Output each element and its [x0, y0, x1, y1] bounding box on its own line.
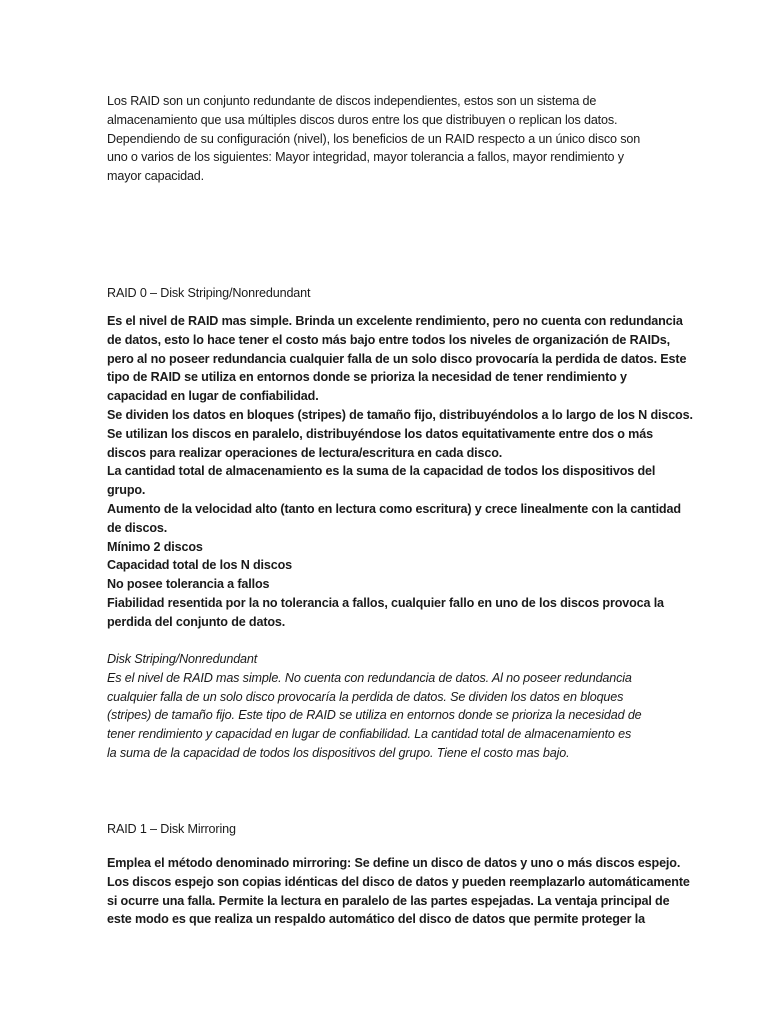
- raid0-body-line: No posee tolerancia a fallos: [107, 577, 270, 592]
- raid0-body-line: Aumento de la velocidad alto (tanto en lectura como escritura) y crece linealmente con la cantidad: [107, 501, 681, 516]
- raid0-body-line: La cantidad total de almacenamiento es la suma de la capacidad de todos los dispositivos del: [107, 464, 656, 479]
- raid0-italic-line: tener rendimiento y capacidad en lugar de confiabilidad. La cantidad total de almacenamiento es: [107, 727, 632, 742]
- raid0-body-line: pero al no poseer redundancia cualquier falla de un solo disco provocaría la perdida de datos. Este: [107, 351, 687, 366]
- raid0-italic-line: cualquier falla de un solo disco provocaría la perdida de datos. Se dividen los datos en bloques: [107, 689, 624, 704]
- intro-line: mayor capacidad.: [107, 169, 205, 184]
- raid1-body-line: este modo es que realiza un respaldo automático del disco de datos que permite proteger la: [107, 912, 645, 927]
- intro-line: almacenamiento que usa múltiples discos duros entre los que distribuyen o replican los datos.: [107, 112, 618, 127]
- raid0-body-line: Es el nivel de RAID mas simple. Brinda un excelente rendimiento, pero no cuenta con redundancia: [107, 314, 683, 328]
- raid1-body-line: Emplea el método denominado mirroring: Se define un disco de datos y uno o más discos espejo.: [107, 856, 681, 870]
- raid0-body-line: capacidad en lugar de confiabilidad.: [107, 389, 319, 404]
- raid0-italic-line: Disk Striping/Nonredundant: [107, 652, 258, 666]
- raid0-italic-line: la suma de la capacidad de todos los dispositivos del grupo. Tiene el costo mas bajo.: [107, 745, 570, 760]
- raid0-body-line: discos para realizar operaciones de lectura/escritura en cada disco.: [107, 445, 503, 460]
- raid0-body-line: tipo de RAID se utiliza en entornos donde se prioriza la necesidad de tener rendimiento y: [107, 370, 627, 385]
- raid0-body-line: de discos.: [107, 520, 168, 535]
- raid0-body-line: perdida del conjunto de datos.: [107, 614, 286, 629]
- raid0-body-line: de datos, esto lo hace tener el costo más bajo entre todos los niveles de organización de RAIDs,: [107, 332, 670, 347]
- raid0-body-line: Fiabilidad resentida por la no tolerancia a fallos, cualquier fallo en uno de los discos provoca la: [107, 595, 664, 610]
- raid0-body-paragraph: [107, 312, 693, 632]
- raid1-heading: RAID 1 – Disk Mirroring: [107, 822, 236, 836]
- raid0-italic-line: Es el nivel de RAID mas simple. No cuenta con redundancia de datos. Al no poseer redundancia: [107, 670, 632, 685]
- intro-paragraph: [107, 92, 667, 186]
- intro-line: uno o varios de los siguientes: Mayor integridad, mayor tolerancia a fallos, mayor rendimiento y: [107, 150, 624, 165]
- raid0-body-line: Capacidad total de los N discos: [107, 558, 293, 573]
- raid1-body-line: Los discos espejo son copias idénticas del disco de datos y pueden reemplazarlo automáticamente: [107, 874, 690, 889]
- raid0-body-line: grupo.: [107, 483, 146, 498]
- raid0-italic-line: (stripes) de tamaño fijo. Este tipo de RAID se utiliza en entornos donde se prioriza la necesidad de: [107, 708, 642, 723]
- raid0-heading: RAID 0 – Disk Striping/Nonredundant: [107, 286, 311, 300]
- intro-line: Los RAID son un conjunto redundante de discos independientes, estos son un sistema de: [107, 94, 597, 108]
- raid0-italic-paragraph: [107, 650, 667, 763]
- raid1-body-line: si ocurre una falla. Permite la lectura en paralelo de las partes espejadas. La ventaja principal de: [107, 893, 670, 908]
- raid1-body-paragraph: [107, 854, 690, 929]
- raid0-body-line: Mínimo 2 discos: [107, 539, 203, 554]
- raid0-body-line: Se dividen los datos en bloques (stripes) de tamaño fijo, distribuyéndolos a lo largo de los N discos.: [107, 407, 693, 422]
- intro-line: Dependiendo de su configuración (nivel), los beneficios de un RAID respecto a un único disco son: [107, 131, 641, 146]
- raid0-body-line: Se utilizan los discos en paralelo, distribuyéndose los datos equitativamente entre dos o más: [107, 426, 653, 441]
